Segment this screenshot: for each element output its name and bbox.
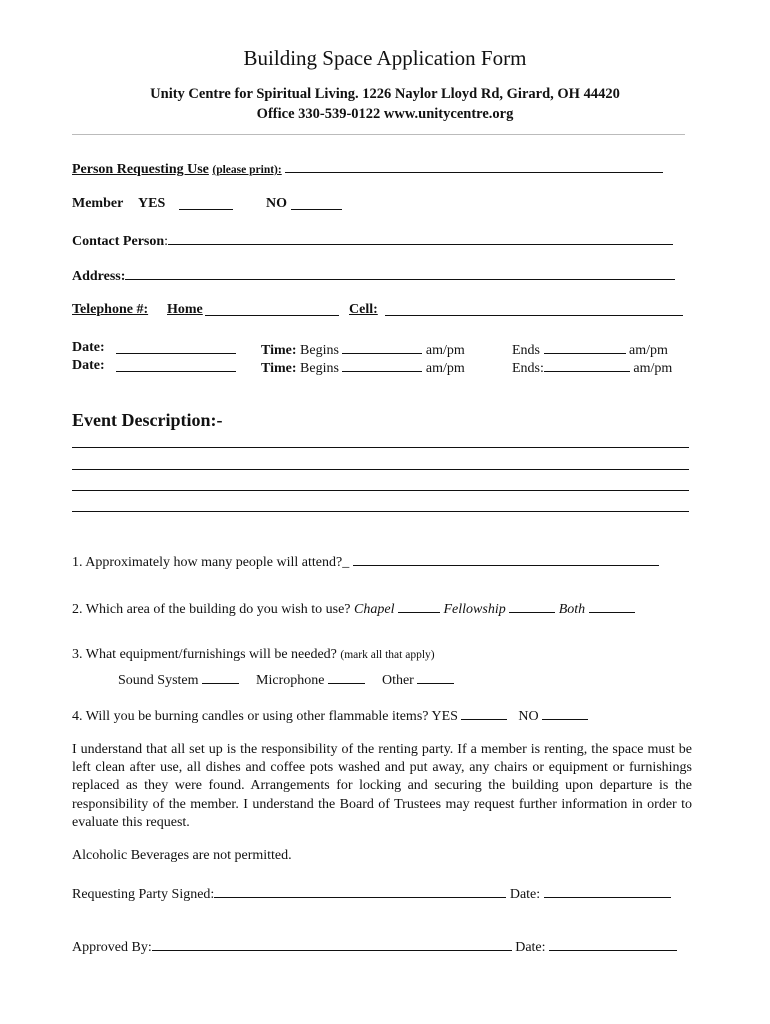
address-row <box>72 266 675 285</box>
event-description-heading: Event Description:- <box>72 410 223 430</box>
date-label-2: Date: <box>72 358 105 373</box>
signed-date-label: Date: <box>509 887 541 902</box>
contact-person-field[interactable] <box>168 231 673 245</box>
time-label-2: Time: <box>261 361 297 376</box>
address-field[interactable] <box>125 266 675 280</box>
question-1-text: 1. Approximately how many people will attend?_ <box>72 555 350 570</box>
question-1 <box>72 552 659 571</box>
telephone-label: Telephone #: <box>72 302 149 317</box>
date-field-1[interactable] <box>116 340 236 354</box>
microphone-option: Microphone <box>256 673 325 688</box>
requesting-party-signature-field[interactable] <box>214 884 506 898</box>
question-2-text: 2. Which area of the building do you wish to use? <box>72 602 351 617</box>
date-field-2[interactable] <box>116 358 236 372</box>
ends-row-1 <box>512 340 668 359</box>
office-contact: Office 330-539-0122 www.unitycentre.org <box>256 106 514 122</box>
approved-by-field[interactable] <box>152 937 512 951</box>
date-label-1: Date: <box>72 340 105 355</box>
question-3 <box>72 647 435 663</box>
form-title: Building Space Application Form <box>243 46 527 70</box>
approved-date-field[interactable] <box>549 937 677 951</box>
person-requesting-field[interactable] <box>285 159 663 173</box>
other-option: Other <box>381 673 414 688</box>
home-label: Home <box>167 302 203 317</box>
begins-label-1: Begins <box>300 343 339 358</box>
cell-label: Cell: <box>349 302 378 317</box>
flammable-yes-field[interactable] <box>461 706 507 720</box>
time-label-1: Time: <box>261 343 297 358</box>
ends-row-2 <box>512 358 672 377</box>
member-yes-label: YES <box>138 196 166 211</box>
header-divider <box>72 134 685 135</box>
microphone-field[interactable] <box>328 670 365 684</box>
event-description-line[interactable] <box>72 469 689 470</box>
fellowship-option: Fellowship <box>443 602 506 617</box>
please-print-note: (please print): <box>212 164 282 176</box>
both-option: Both <box>558 602 586 617</box>
event-description-line[interactable] <box>72 447 689 448</box>
requesting-party-signed-label: Requesting Party Signed: <box>72 887 215 902</box>
flammable-no-label: NO <box>518 709 539 724</box>
chapel-option: Chapel <box>354 602 395 617</box>
end-time-field-1[interactable] <box>544 340 626 354</box>
both-field[interactable] <box>589 599 635 613</box>
person-requesting-label: Person Requesting Use <box>72 162 209 177</box>
question-4-text: 4. Will you be burning candles or using other flammable items? YES <box>72 709 458 724</box>
end-ampm-1: am/pm <box>629 343 668 358</box>
question-3-text: 3. What equipment/furnishings will be needed? <box>72 647 337 662</box>
member-no-field[interactable] <box>291 196 342 210</box>
home-phone-field[interactable] <box>205 302 339 316</box>
approved-by-row <box>72 937 677 956</box>
question-4 <box>72 706 588 725</box>
question-3-note: (mark all that apply) <box>340 649 435 661</box>
end-time-field-2[interactable] <box>544 358 630 372</box>
alcohol-notice: Alcoholic Beverages are not permitted. <box>72 848 292 863</box>
approved-date-label: Date: <box>515 940 546 955</box>
person-requesting-row <box>72 159 663 178</box>
sound-system-field[interactable] <box>202 670 239 684</box>
begins-label-2: Begins <box>300 361 339 376</box>
contact-person-row: Contact Person: <box>72 231 673 250</box>
attendance-field[interactable] <box>353 552 659 566</box>
begin-ampm-1: am/pm <box>425 343 465 358</box>
end-ampm-2: am/pm <box>633 361 673 376</box>
contact-person-label: Contact Person <box>72 234 165 249</box>
time-begins-row-2 <box>261 358 465 377</box>
fellowship-field[interactable] <box>509 599 555 613</box>
approved-by-label: Approved By: <box>72 940 152 955</box>
organization-address: Unity Centre for Spiritual Living. 1226 Naylor Lloyd Rd, Girard, OH 44420 <box>150 86 620 102</box>
flammable-no-field[interactable] <box>542 706 588 720</box>
event-description-line[interactable] <box>72 490 689 491</box>
member-no-label: NO <box>266 196 287 211</box>
begin-ampm-2: am/pm <box>425 361 465 376</box>
begin-time-field-1[interactable] <box>342 340 422 354</box>
chapel-field[interactable] <box>398 599 440 613</box>
begin-time-field-2[interactable] <box>342 358 422 372</box>
other-field[interactable] <box>417 670 454 684</box>
address-label: Address: <box>72 269 126 284</box>
question-2 <box>72 599 635 618</box>
ends-label-2: Ends: <box>512 361 544 376</box>
cell-phone-field[interactable] <box>385 302 683 316</box>
equipment-options <box>118 670 454 689</box>
ends-label-1: Ends <box>512 343 540 358</box>
sound-system-option: Sound System <box>118 673 199 688</box>
member-yes-field[interactable] <box>179 196 233 210</box>
signed-date-field[interactable] <box>544 884 671 898</box>
time-begins-row-1 <box>261 340 465 359</box>
event-description-line[interactable] <box>72 511 689 512</box>
requesting-party-signature-row <box>72 884 671 903</box>
terms-paragraph: I understand that all set up is the responsibility of the renting party. If a member is renting, the space must be left clean after use, all dishes and coffee pots washed and put away, any chairs or equipment or furnishings replaced as they were found. Arrangements for locking and securing the building upon departure is the responsibility of the member. I understand the Board of Trustees may request further information in order to evaluate this request. <box>72 742 692 830</box>
member-label: Member <box>72 196 124 211</box>
